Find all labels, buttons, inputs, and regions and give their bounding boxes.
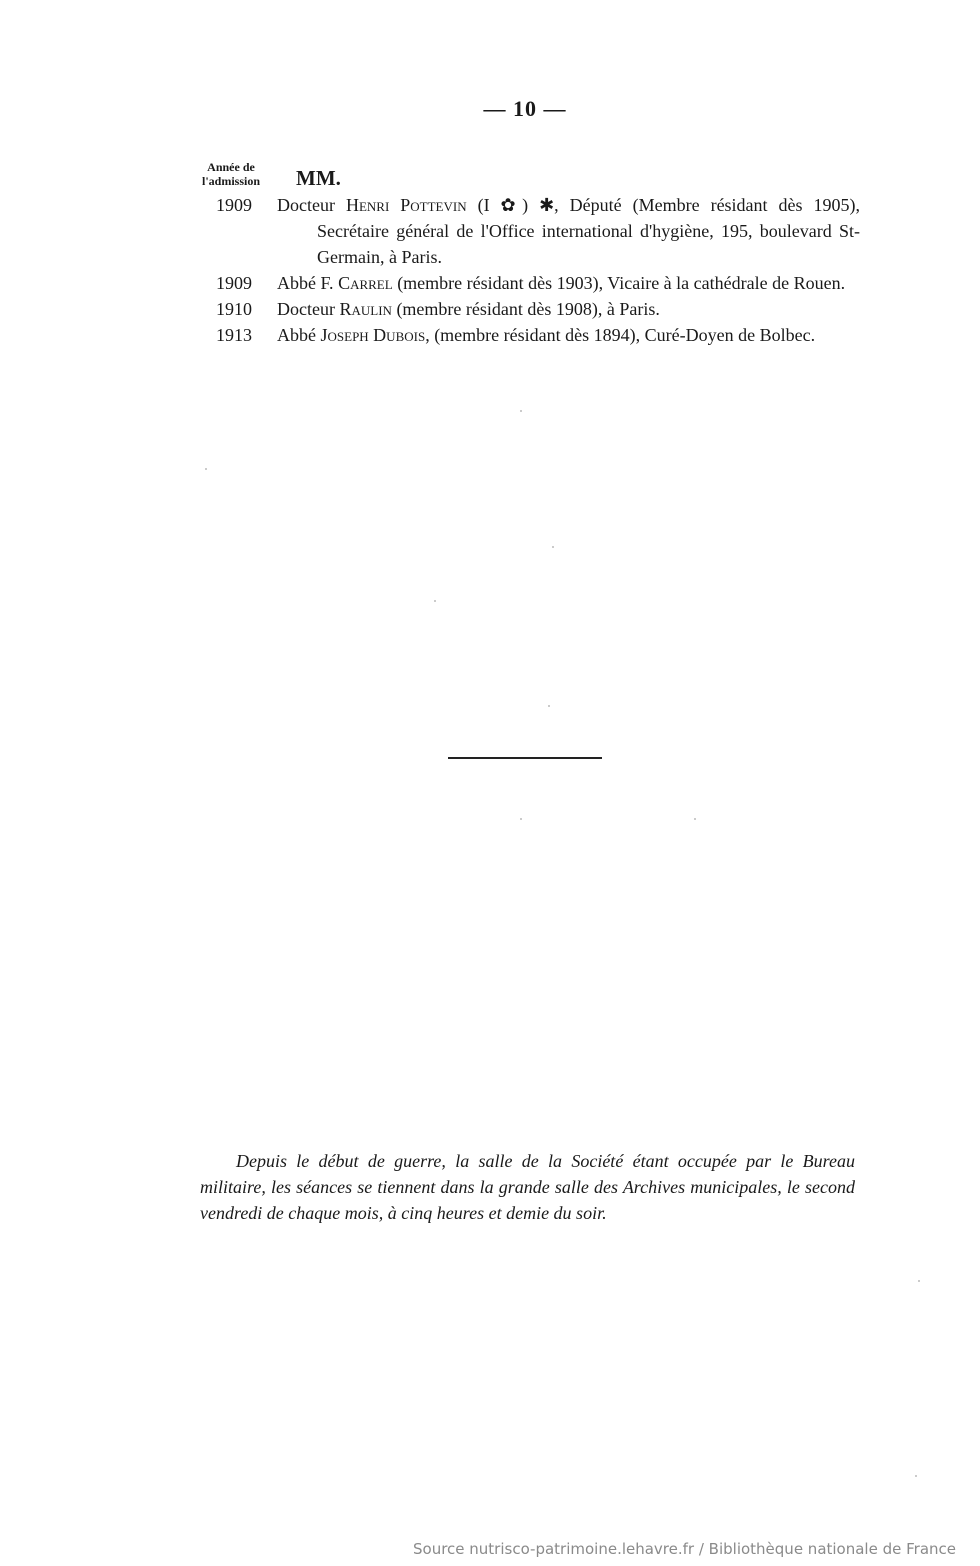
scan-speck	[918, 1280, 920, 1282]
admission-year: 1910	[216, 299, 252, 319]
meeting-notice: Depuis le début de guerre, la salle de la Société étant occupée par le Bureau militaire, les séances se tiennent dans la grande salle des Archives municipales, le second vendredi de chaque mois, à cinq heures et demie du soir.	[200, 1151, 855, 1223]
member-name: Henri Pottevin	[345, 195, 467, 215]
scan-speck	[434, 600, 436, 602]
admission-year: 1909	[216, 273, 252, 293]
page-number: — 10 —	[483, 96, 567, 121]
member-details: (membre résidant dès 1894), Curé-Doyen de Bolbec.	[434, 325, 816, 345]
scan-speck	[694, 818, 696, 820]
member-entry	[200, 296, 860, 322]
member-title: Docteur	[277, 195, 335, 215]
member-details: (membre résidant dès 1903), Vicaire à la cathédrale de Rouen.	[397, 273, 846, 293]
member-title: Docteur	[277, 299, 335, 319]
column-header-line-1: Année de	[207, 160, 255, 174]
section-divider	[448, 757, 602, 759]
scan-speck	[520, 410, 522, 412]
member-name: Raulin	[339, 299, 392, 319]
member-details: (I ✿) ✱, Député (Membre résidant dès 1905), Secrétaire général de l'Office international d'hygiène, 195, boulevard St-Germain, à Paris.	[317, 195, 861, 267]
scan-speck	[205, 468, 207, 470]
member-entry	[200, 270, 860, 296]
member-list	[200, 192, 860, 348]
member-title: Abbé	[277, 325, 316, 345]
member-name: Carrel	[338, 273, 393, 293]
admission-year-column-header	[190, 160, 272, 188]
scan-speck	[548, 705, 550, 707]
member-details: (membre résidant dès 1908), à Paris.	[396, 299, 660, 319]
scan-speck	[552, 546, 554, 548]
admission-year: 1913	[216, 325, 252, 345]
scan-speck	[520, 818, 522, 820]
scan-speck	[915, 1475, 917, 1477]
member-entry	[200, 192, 860, 270]
admission-year: 1909	[216, 195, 252, 215]
member-entry	[200, 322, 860, 348]
member-title: Abbé F.	[277, 273, 334, 293]
member-name: Joseph Dubois,	[320, 325, 430, 345]
source-attribution: Source nutrisco-patrimoine.lehavre.fr / Bibliothèque nationale de France	[413, 1540, 956, 1558]
names-heading: MM.	[296, 166, 341, 190]
column-header-line-2: l'admission	[201, 174, 261, 188]
